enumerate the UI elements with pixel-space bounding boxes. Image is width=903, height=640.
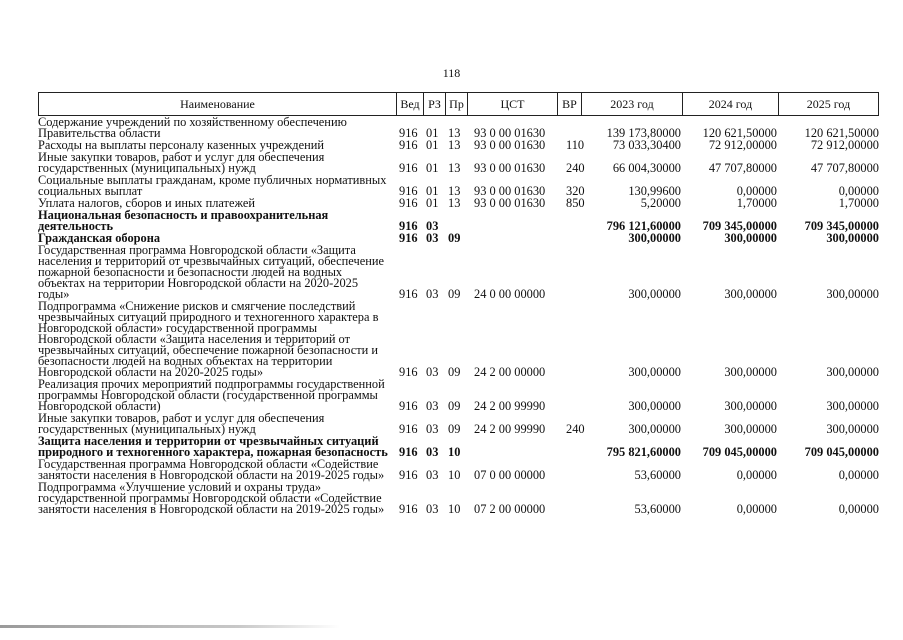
- cell-ved: 916: [399, 399, 418, 413]
- cell-pr: 10: [448, 468, 461, 482]
- cell-ved: 916: [399, 184, 418, 198]
- header-pr: Пр: [445, 93, 467, 115]
- cell-vr: 240: [566, 422, 585, 436]
- cell-cst: 93 0 00 01630: [474, 196, 546, 210]
- cell-y2025: 72 912,00000: [810, 138, 879, 152]
- cell-ved: 916: [399, 365, 418, 379]
- cell-y2024: 300,00000: [724, 231, 777, 245]
- cell-y2023: 300,00000: [628, 231, 681, 245]
- cell-y2024: 0,00000: [736, 468, 777, 482]
- header-ved: Вед: [396, 93, 423, 115]
- cell-y2024: 0,00000: [736, 184, 777, 198]
- cell-ved: 916: [399, 287, 418, 301]
- cell-cst: 24 2 00 99990: [474, 399, 546, 413]
- cell-name: Реализация прочих мероприятий подпрограммы государственной программы Новгородской области (государственной программы Новгородской области): [38, 377, 385, 413]
- cell-rz: 01: [426, 138, 439, 152]
- cell-name: Защита населения и территории от чрезвычайных ситуаций природного и техногенного характера, пожарная безопасность: [38, 434, 388, 459]
- cell-rz: 03: [426, 287, 439, 301]
- cell-y2023: 796 121,60000: [606, 219, 681, 233]
- cell-y2023: 300,00000: [628, 399, 681, 413]
- cell-pr: 09: [448, 231, 461, 245]
- cell-y2023: 300,00000: [628, 287, 681, 301]
- cell-cst: 24 2 00 99990: [474, 422, 546, 436]
- cell-vr: 320: [566, 184, 585, 198]
- cell-pr: 09: [448, 365, 461, 379]
- cell-y2023: 5,20000: [640, 196, 681, 210]
- cell-y2025: 1,70000: [838, 196, 879, 210]
- cell-rz: 03: [426, 445, 439, 459]
- cell-name: Иные закупки товаров, работ и услуг для обеспечения государственных (муниципальных) нужд: [38, 411, 325, 436]
- cell-name: Социальные выплаты гражданам, кроме публичных нормативных социальных выплат: [38, 173, 387, 198]
- cell-cst: 93 0 00 01630: [474, 161, 546, 175]
- cell-ved: 916: [399, 219, 418, 233]
- table-row: [38, 458, 879, 481]
- cell-pr: 09: [448, 399, 461, 413]
- cell-pr: 13: [448, 196, 461, 210]
- header-vr: ВР: [557, 93, 581, 115]
- cell-y2024: 709 345,00000: [702, 219, 777, 233]
- cell-ved: 916: [399, 231, 418, 245]
- cell-ved: 916: [399, 126, 418, 140]
- table-row: [38, 116, 879, 139]
- header-2025: 2025 год: [778, 93, 879, 115]
- cell-name: Гражданская оборона: [38, 231, 161, 245]
- cell-y2024: 0,00000: [736, 502, 777, 516]
- cell-y2024: 300,00000: [724, 422, 777, 436]
- cell-cst: 24 2 00 00000: [474, 365, 546, 379]
- cell-name: Национальная безопасность и правоохранительная деятельность: [38, 208, 329, 233]
- cell-rz: 03: [426, 422, 439, 436]
- cell-y2025: 0,00000: [838, 468, 879, 482]
- cell-y2025: 47 707,80000: [810, 161, 879, 175]
- cell-y2024: 709 045,00000: [702, 445, 777, 459]
- table-header: [38, 92, 879, 116]
- cell-y2024: 72 912,00000: [708, 138, 777, 152]
- cell-y2024: 1,70000: [736, 196, 777, 210]
- cell-cst: 93 0 00 01630: [474, 184, 546, 198]
- cell-y2023: 53,60000: [634, 502, 681, 516]
- cell-name: Содержание учреждений по хозяйственному обеспечению Правительства области: [38, 115, 347, 140]
- cell-name: Расходы на выплаты персоналу казенных учреждений: [38, 138, 324, 152]
- cell-y2024: 300,00000: [724, 287, 777, 301]
- cell-vr: 240: [566, 161, 585, 175]
- cell-name: Государственная программа Новгородской области «Защита населения и территорий от чрезвычайных ситуаций, обеспечение пожарной безопасности и безопасности людей на водных объектах на территории Новгородской области на 2020-2025 годы»: [38, 243, 384, 301]
- cell-y2023: 300,00000: [628, 422, 681, 436]
- cell-cst: 07 2 00 00000: [474, 502, 546, 516]
- cell-ved: 916: [399, 161, 418, 175]
- cell-rz: 03: [426, 399, 439, 413]
- cell-ved: 916: [399, 468, 418, 482]
- table-row: [38, 300, 879, 378]
- cell-y2023: 300,00000: [628, 365, 681, 379]
- cell-cst: 24 0 00 00000: [474, 287, 546, 301]
- cell-rz: 03: [426, 468, 439, 482]
- cell-name: Подпрограмма «Снижение рисков и смягчение последствий чрезвычайных ситуаций природного и техногенного характера в Новгородской области» государственной программы Новгородской области «Защита населения и территорий от чрезвычайных ситуаций, обеспечение пожарной безопасности и безопасности людей на водных объектах на территории Новгородской области на 2020-2025 годы»: [38, 299, 379, 379]
- cell-y2024: 120 621,50000: [702, 126, 777, 140]
- cell-rz: 03: [426, 219, 439, 233]
- table-row: [38, 412, 879, 435]
- scan-edge-artifact: [0, 625, 340, 628]
- table-row: [38, 151, 879, 174]
- table-row: [38, 378, 879, 412]
- header-2023: 2023 год: [581, 93, 682, 115]
- cell-ved: 916: [399, 502, 418, 516]
- cell-y2023: 795 821,60000: [606, 445, 681, 459]
- cell-pr: 13: [448, 126, 461, 140]
- table-row: [38, 481, 879, 515]
- cell-y2024: 300,00000: [724, 399, 777, 413]
- cell-pr: 13: [448, 184, 461, 198]
- cell-pr: 09: [448, 287, 461, 301]
- cell-y2025: 300,00000: [826, 287, 879, 301]
- cell-ved: 916: [399, 196, 418, 210]
- cell-y2025: 0,00000: [838, 502, 879, 516]
- cell-rz: 01: [426, 196, 439, 210]
- cell-pr: 10: [448, 445, 461, 459]
- cell-name: Иные закупки товаров, работ и услуг для обеспечения государственных (муниципальных) нужд: [38, 150, 325, 175]
- cell-y2025: 300,00000: [826, 422, 879, 436]
- table-row: [38, 435, 879, 458]
- cell-y2025: 300,00000: [826, 399, 879, 413]
- cell-name: Уплата налогов, сборов и иных платежей: [38, 196, 256, 210]
- cell-y2024: 47 707,80000: [708, 161, 777, 175]
- cell-ved: 916: [399, 445, 418, 459]
- cell-y2025: 120 621,50000: [804, 126, 879, 140]
- header-rz: РЗ: [423, 93, 445, 115]
- header-name: Наименование: [38, 93, 396, 115]
- table-body: [38, 116, 879, 515]
- header-cst: ЦСТ: [467, 93, 557, 115]
- table-row: [38, 244, 879, 300]
- cell-y2025: 300,00000: [826, 231, 879, 245]
- cell-rz: 01: [426, 184, 439, 198]
- cell-ved: 916: [399, 422, 418, 436]
- cell-rz: 03: [426, 365, 439, 379]
- cell-vr: 850: [566, 196, 585, 210]
- header-2024: 2024 год: [682, 93, 778, 115]
- cell-y2025: 0,00000: [838, 184, 879, 198]
- budget-table: [38, 92, 879, 515]
- cell-y2023: 53,60000: [634, 468, 681, 482]
- cell-ved: 916: [399, 138, 418, 152]
- cell-rz: 01: [426, 161, 439, 175]
- cell-pr: 10: [448, 502, 461, 516]
- cell-pr: 09: [448, 422, 461, 436]
- cell-vr: 110: [566, 138, 585, 152]
- cell-rz: 03: [426, 231, 439, 245]
- cell-pr: 13: [448, 161, 461, 175]
- page-number: 118: [442, 66, 461, 80]
- cell-y2025: 709 345,00000: [804, 219, 879, 233]
- cell-y2023: 130,99600: [628, 184, 681, 198]
- table-row: [38, 209, 879, 232]
- cell-rz: 03: [426, 502, 439, 516]
- table-row: [38, 174, 879, 197]
- cell-rz: 01: [426, 126, 439, 140]
- cell-y2025: 300,00000: [826, 365, 879, 379]
- cell-name: Государственная программа Новгородской области «Содействие занятости населения в Новгородской области на 2019-2025 годы»: [38, 457, 385, 482]
- cell-y2023: 66 004,30000: [612, 161, 681, 175]
- cell-cst: 07 0 00 00000: [474, 468, 546, 482]
- cell-y2023: 139 173,80000: [606, 126, 681, 140]
- cell-y2024: 300,00000: [724, 365, 777, 379]
- cell-cst: 93 0 00 01630: [474, 126, 546, 140]
- cell-pr: 13: [448, 138, 461, 152]
- cell-y2025: 709 045,00000: [804, 445, 879, 459]
- cell-cst: 93 0 00 01630: [474, 138, 546, 152]
- cell-name: Подпрограмма «Улучшение условий и охраны труда» государственной программы Новгородской области «Содействие занятости населения в Новгородской области на 2019-2025 годы»: [38, 480, 385, 516]
- cell-y2023: 73 033,30400: [612, 138, 681, 152]
